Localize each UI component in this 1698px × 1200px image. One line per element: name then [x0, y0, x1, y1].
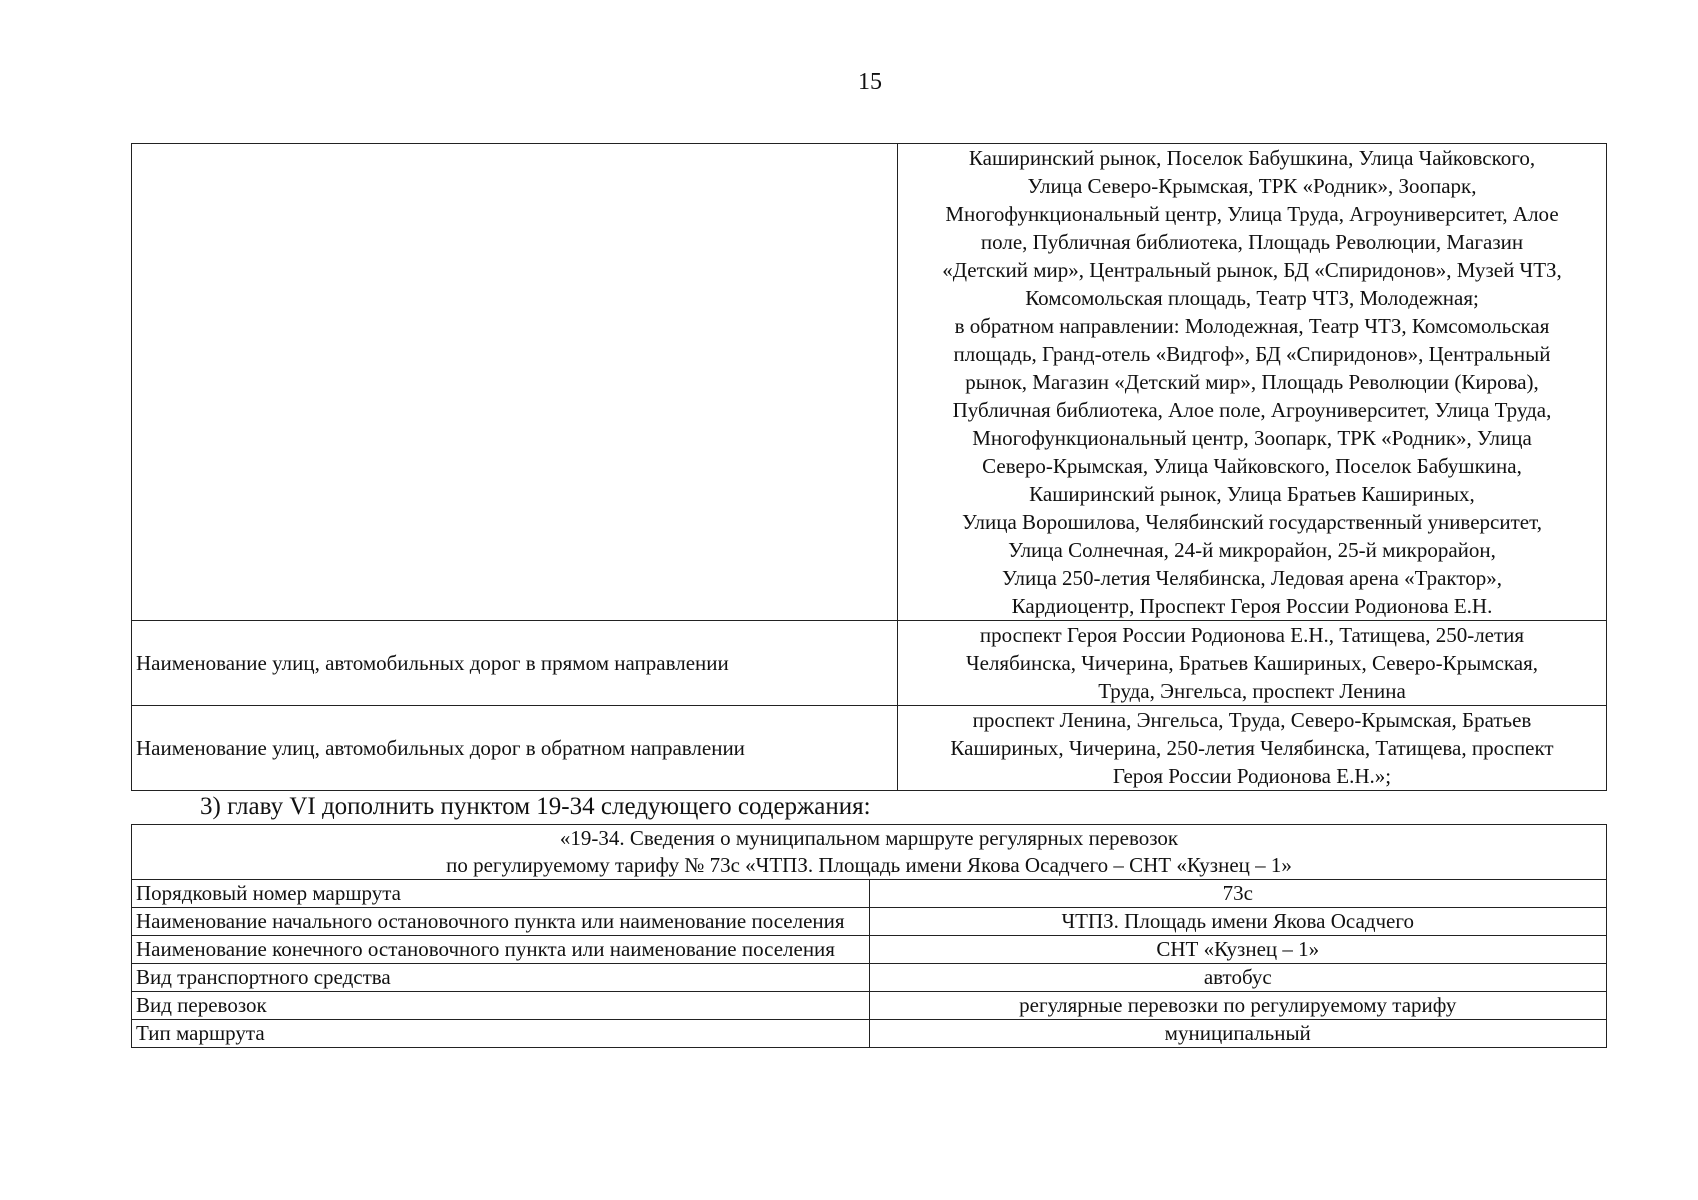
start-stop-value: ЧТПЗ. Площадь имени Якова Осадчего — [869, 908, 1607, 936]
empty-label-cell — [132, 144, 898, 621]
route-number-value: 73с — [869, 880, 1607, 908]
stops-line: в обратном направлении: Молодежная, Театр ЧТЗ, Комсомольская — [954, 314, 1550, 338]
stops-line: Комсомольская площадь, Театр ЧТЗ, Молодежная; — [1025, 286, 1479, 310]
stops-line: Северо-Крымская, Улица Чайковского, Поселок Бабушкина, — [982, 454, 1522, 478]
amendment-clause: 3) главу VI дополнить пунктом 19-34 следующего содержания: — [200, 793, 871, 820]
caption-line: по регулируемому тарифу № 73с «ЧТПЗ. Площадь имени Якова Осадчего – СНТ «Кузнец – 1» — [446, 853, 1292, 877]
stops-line: Улица Солнечная, 24-й микрорайон, 25-й микрорайон, — [1008, 538, 1496, 562]
value-line: Труда, Энгельса, проспект Ленина — [1098, 679, 1406, 703]
vehicle-type-label: Вид транспортного средства — [132, 964, 870, 992]
route-type-label: Тип маршрута — [132, 1020, 870, 1048]
stops-line: рынок, Магазин «Детский мир», Площадь Революции (Кирова), — [965, 370, 1539, 394]
table-row — [132, 621, 1607, 706]
reverse-streets-label: Наименование улиц, автомобильных дорог в обратном направлении — [132, 706, 898, 791]
value-line: проспект Героя России Родионова Е.Н., Татищева, 250-летия — [979, 623, 1525, 647]
route-number-label: Порядковый номер маршрута — [132, 880, 870, 908]
table-row — [132, 908, 1607, 936]
value-line: Челябинска, Чичерина, Братьев Кашириных, Северо-Крымская, — [965, 651, 1538, 675]
table-row — [132, 964, 1607, 992]
forward-streets-value — [898, 621, 1607, 706]
start-stop-label: Наименование начального остановочного пункта или наименование поселения — [132, 908, 870, 936]
route-info-table — [131, 824, 1607, 1048]
stops-line: Многофункциональный центр, Зоопарк, ТРК «Родник», Улица — [972, 426, 1532, 450]
stops-line: Многофункциональный центр, Улица Труда, Агроуниверситет, Алое — [945, 202, 1559, 226]
stops-line: поле, Публичная библиотека, Площадь Революции, Магазин — [980, 230, 1524, 254]
stops-line: Каширинский рынок, Поселок Бабушкина, Улица Чайковского, — [968, 146, 1536, 170]
table-row — [132, 936, 1607, 964]
stops-line: Улица Ворошилова, Челябинский государственный университет, — [962, 510, 1542, 534]
vehicle-type-value: автобус — [869, 964, 1607, 992]
transport-kind-value: регулярные перевозки по регулируемому тарифу — [869, 992, 1607, 1020]
route-type-value: муниципальный — [869, 1020, 1607, 1048]
value-line: Кашириных, Чичерина, 250-летия Челябинска, Татищева, проспект — [950, 736, 1554, 760]
route-stops-table — [131, 143, 1607, 791]
stops-line: Кардиоцентр, Проспект Героя России Родионова Е.Н. — [1011, 594, 1493, 618]
table-row — [132, 825, 1607, 880]
reverse-streets-value — [898, 706, 1607, 791]
table-row — [132, 1020, 1607, 1048]
value-line: проспект Ленина, Энгельса, Труда, Северо-Крымская, Братьев — [972, 708, 1532, 732]
end-stop-label: Наименование конечного остановочного пункта или наименование поселения — [132, 936, 870, 964]
stops-line: «Детский мир», Центральный рынок, БД «Спиридонов», Музей ЧТЗ, — [942, 258, 1562, 282]
value-line: Героя России Родионова Е.Н.»; — [1112, 764, 1392, 788]
caption-line: «19-34. Сведения о муниципальном маршруте регулярных перевозок — [559, 826, 1179, 850]
stops-line: Улица Северо-Крымская, ТРК «Родник», Зоопарк, — [1027, 174, 1477, 198]
end-stop-value: СНТ «Кузнец – 1» — [869, 936, 1607, 964]
stops-line: Каширинский рынок, Улица Братьев Кашириных, — [1029, 482, 1475, 506]
table-row — [132, 880, 1607, 908]
stops-line: Улица 250-летия Челябинска, Ледовая арена «Трактор», — [1001, 566, 1502, 590]
table-row — [132, 992, 1607, 1020]
stops-list-cell — [898, 144, 1607, 621]
stops-line: площадь, Гранд-отель «Видгоф», БД «Спиридонов», Центральный — [953, 342, 1551, 366]
stops-line: Публичная библиотека, Алое поле, Агроуниверситет, Улица Труда, — [952, 398, 1552, 422]
table-row — [132, 144, 1607, 621]
page-number: 15 — [858, 69, 882, 95]
forward-streets-label: Наименование улиц, автомобильных дорог в прямом направлении — [132, 621, 898, 706]
transport-kind-label: Вид перевозок — [132, 992, 870, 1020]
table-caption — [132, 825, 1607, 880]
table-row — [132, 706, 1607, 791]
